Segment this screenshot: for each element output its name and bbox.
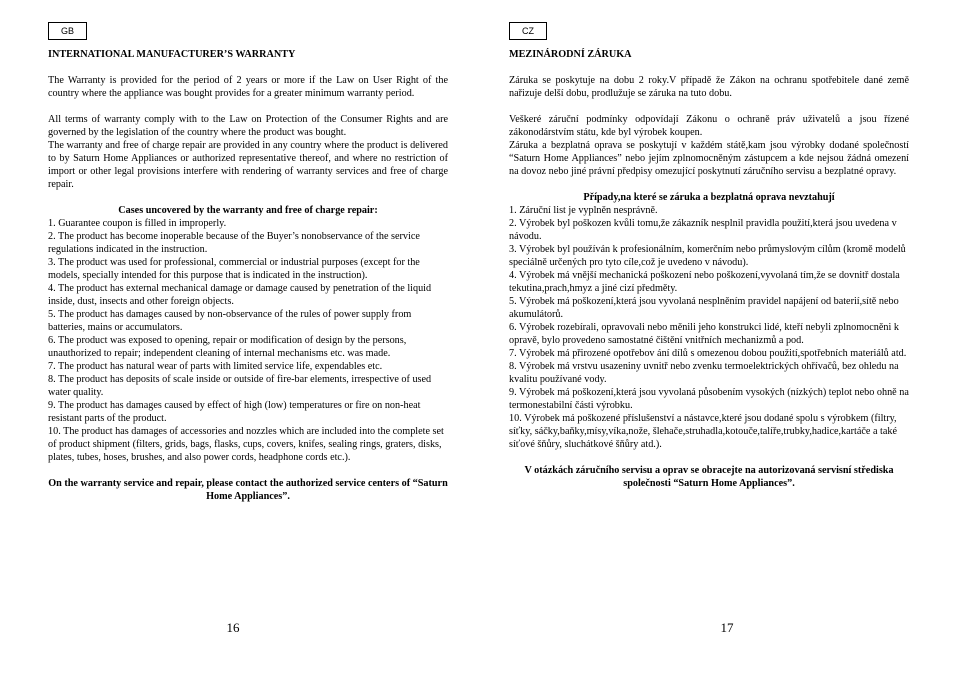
- list-item: 10. Výrobek má poškozené příslušenství a nástavce,které jsou dodané spolu s výrobkem (filtry, síťky, sáčky,baňky,mísy,víka,nože, šlehače,struhadla,kotouče,talíře,trubky,hadice,kartáče a také síťové šňůry, sluchátkové šňůry atd.).: [509, 413, 898, 450]
- closing-note: On the warranty service and repair, please contact the authorized service centers of “Saturn Home Appliances”.: [48, 478, 448, 502]
- list-item: 8. Výrobek má vrstvu usazeniny uvnitř nebo zvenku termoelektrických ohřívačů, bez ohledu na kvalitu používané vody.: [509, 361, 899, 385]
- page-number: 17: [720, 620, 734, 635]
- list-item: 3. The product was used for professional, commercial or industrial purposes (except for the models, specially intended for this purpose that is indicated in the instruction).: [48, 257, 420, 281]
- section-heading: Případy,na které se záruka a bezplatná oprava nevztahují: [583, 192, 835, 203]
- exclusions-list: [48, 217, 448, 464]
- list-item: 10. The product has damages of accessories and nozzles which are included into the complete set of product shipment (filters, grids, bags, flasks, cups, covers, knifes, sealing rings, graters, disks, plates, tubes, hoses, brushes, and also power cords, headphone cords etc.).: [48, 426, 444, 463]
- list-item: 9. Výrobek má poškození,která jsou vyvolaná působením vysokých (nízkých) teplot nebo ohně na termonestabilní části výrobku.: [509, 387, 909, 411]
- list-item: 8. The product has deposits of scale inside or outside of fire-bar elements, irrespective of used water quality.: [48, 374, 432, 398]
- paragraph-1: The Warranty is provided for the period of 2 years or more if the Law on User Right of the country where the appliance was bought provides for a greater minimum warranty period.: [48, 75, 448, 99]
- list-item: 2. Výrobek byl poškozen kvůli tomu,že zákazník nesplnil pravidla použití,která jsou uvedena v návodu.: [509, 218, 897, 242]
- list-item: 7. Výrobek má přirozené opotřebov ání dílů s omezenou dobou použití,spotřebních materiálů atd.: [509, 348, 907, 359]
- language-label: GB: [48, 22, 87, 40]
- language-label: CZ: [509, 22, 547, 40]
- list-item: 9. The product has damages caused by effect of high (low) temperatures or fire on non-heat resistant parts of the product.: [48, 400, 421, 424]
- exclusions-list: [509, 204, 909, 451]
- list-item: 5. Výrobek má poškození,která jsou vyvolaná nesplněním pravidel napájení od baterií,sítě nebo akumulátorů.: [509, 296, 899, 320]
- list-item: 6. The product was exposed to opening, repair or modification of design by the persons, unauthorized to repair; independent cleaning of internal mechanisms etc. was made.: [48, 335, 407, 359]
- paragraph-2: Veškeré záruční podmínky odpovídají Zákonu o ochraně práv uživatelů a jsou řízené zákonodárstvím státu, kde byl výrobek koupen.: [509, 114, 909, 138]
- right-page: [509, 22, 909, 490]
- paragraph-1: Záruka se poskytuje na dobu 2 roky.V případě že Zákon na ochranu spotřebitele dané země nařizuje delší dobu, prodlužuje se záruka na tuto dobu.: [509, 75, 909, 99]
- page-number: 16: [226, 620, 240, 635]
- list-item: 1. Záruční list je vyplněn nesprávně.: [509, 205, 658, 216]
- list-item: 6. Výrobek rozebírali, opravovali nebo měnili jeho konstrukci lidé, kteří nebyli zplnomocněni k opravě, bylo provedeno samostatné čištění vnitřních mechanizmů a pod.: [509, 322, 899, 346]
- page-title: MEZINÁRODNÍ ZÁRUKA: [509, 49, 632, 60]
- list-item: 5. The product has damages caused by non-observance of the rules of power supply from batteries, mains or accumulators.: [48, 309, 412, 333]
- list-item: 4. The product has external mechanical damage or damage caused by penetration of the liquid inside, dust, insects and other foreign objects.: [48, 283, 432, 307]
- paragraph-3: Záruka a bezplatná oprava se poskytují v každém státě,kam jsou výrobky dodané společností “Saturn Home Appliances” nebo jejím zplnomocněným zástupcem a kde nejsou žádná omezení na dovoz nebo jiné právní předpisy omezující poskytnutí záručního servisu a bezplatné opravy.: [509, 140, 909, 177]
- list-item: 7. The product has natural wear of parts with limited service life, expendables etc.: [48, 361, 383, 372]
- closing-note: V otázkách záručního servisu a oprav se obracejte na autorizovaná servisní střediska společnosti “Saturn Home Appliances”.: [524, 465, 894, 489]
- list-item: 2. The product has become inoperable because of the Buyer’s nonobservance of the service regulations indicated in the instruction.: [48, 231, 420, 255]
- paragraph-3: The warranty and free of charge repair are provided in any country where the product is delivered to by Saturn Home Appliances or authorized representative thereof, and where no restriction of import or other legal provisions interfere with rendering of warranty services and free of charge repair.: [48, 140, 448, 190]
- left-page: [48, 22, 448, 503]
- section-heading: Cases uncovered by the warranty and free of charge repair:: [118, 205, 378, 216]
- paragraph-2: All terms of warranty comply with to the Law on Protection of the Consumer Rights and are governed by the legislation of the country where the product was bought.: [48, 114, 448, 138]
- list-item: 3. Výrobek byl používán k profesionálním, komerčním nebo průmyslovým cílům (kromě modelů speciálně určených pro tyto cíle,což je uvedeno v návodu).: [509, 244, 906, 268]
- page-title: INTERNATIONAL MANUFACTURER’S WARRANTY: [48, 49, 296, 60]
- list-item: 1. Guarantee coupon is filled in improperly.: [48, 218, 227, 229]
- list-item: 4. Výrobek má vnější mechanická poškození nebo poškození,vyvolaná tím,že se dovnitř dostala tekutina,prach,hmyz a jiné cizí předměty.: [509, 270, 900, 294]
